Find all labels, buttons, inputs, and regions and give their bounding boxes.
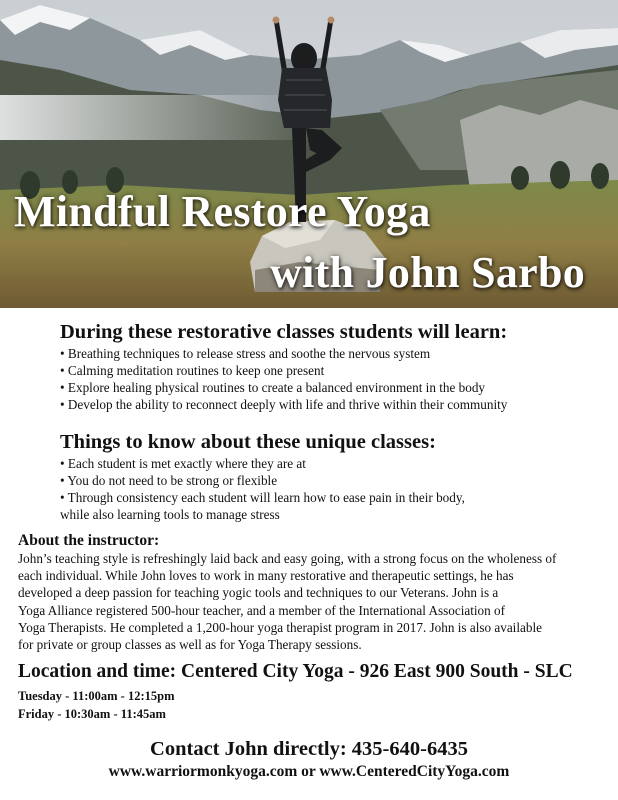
location-heading: Location and time: Centered City Yoga - 926 East 900 South - SLC: [18, 661, 573, 682]
list-item: • Develop the ability to reconnect deeply with life and thrive within their community: [60, 397, 508, 412]
list-item: • Calming meditation routines to keep one present: [60, 363, 325, 378]
bio-line: each individual. While John loves to work in many restorative and therapeutic settings, he has: [18, 568, 514, 584]
bio-line: John’s teaching style is refreshingly laid back and easy going, with a strong focus on the wholeness of: [18, 551, 557, 566]
hero-title-line-1: Mindful Restore Yoga: [14, 187, 431, 236]
schedule-friday: Friday - 10:30am - 11:45am: [18, 706, 166, 721]
know-heading: Things to know about these unique classes:: [60, 431, 436, 453]
schedule: [18, 688, 573, 723]
know-section: [60, 430, 465, 523]
location-section: [18, 660, 573, 723]
contact-section: [0, 736, 618, 782]
bio-line: for private or group classes as well as for Yoga Therapy sessions.: [18, 637, 362, 653]
schedule-tuesday: Tuesday - 11:00am - 12:15pm: [18, 689, 175, 703]
bio-line: Yoga Alliance registered 500-hour teacher, and a member of the International Association of: [18, 602, 506, 618]
about-heading: About the instructor:: [18, 532, 160, 549]
about-section: [18, 532, 608, 653]
contact-websites: www.warriormonkyoga.com or www.CenteredCityYoga.com: [108, 763, 510, 780]
know-list: [60, 455, 465, 506]
list-item: • Breathing techniques to release stress and soothe the nervous system: [60, 346, 431, 361]
list-item: • Explore healing physical routines to create a balanced environment in the body: [60, 380, 486, 395]
learn-list: [60, 345, 507, 413]
learn-heading: During these restorative classes students will learn:: [60, 321, 508, 343]
bio-line: developed a deep passion for teaching yogic tools and techniques to our Veterans. John is a: [18, 585, 499, 601]
learn-section: [60, 320, 507, 413]
hero-title-line-2: with John Sarbo: [270, 248, 586, 297]
hero-photo: [0, 0, 618, 308]
list-item: • Through consistency each student will learn how to ease pain in their body,: [60, 490, 465, 505]
about-bio: [18, 550, 608, 653]
list-item: • Each student is met exactly where they are at: [60, 456, 306, 471]
know-continuation: while also learning tools to manage stress: [60, 507, 280, 522]
contact-phone: Contact John directly: 435-640-6435: [150, 738, 468, 760]
list-item: • You do not need to be strong or flexible: [60, 473, 278, 488]
bio-line: Yoga Therapists. He completed a 1,200-hour yoga therapist program in 2017. John is also available: [18, 619, 542, 635]
